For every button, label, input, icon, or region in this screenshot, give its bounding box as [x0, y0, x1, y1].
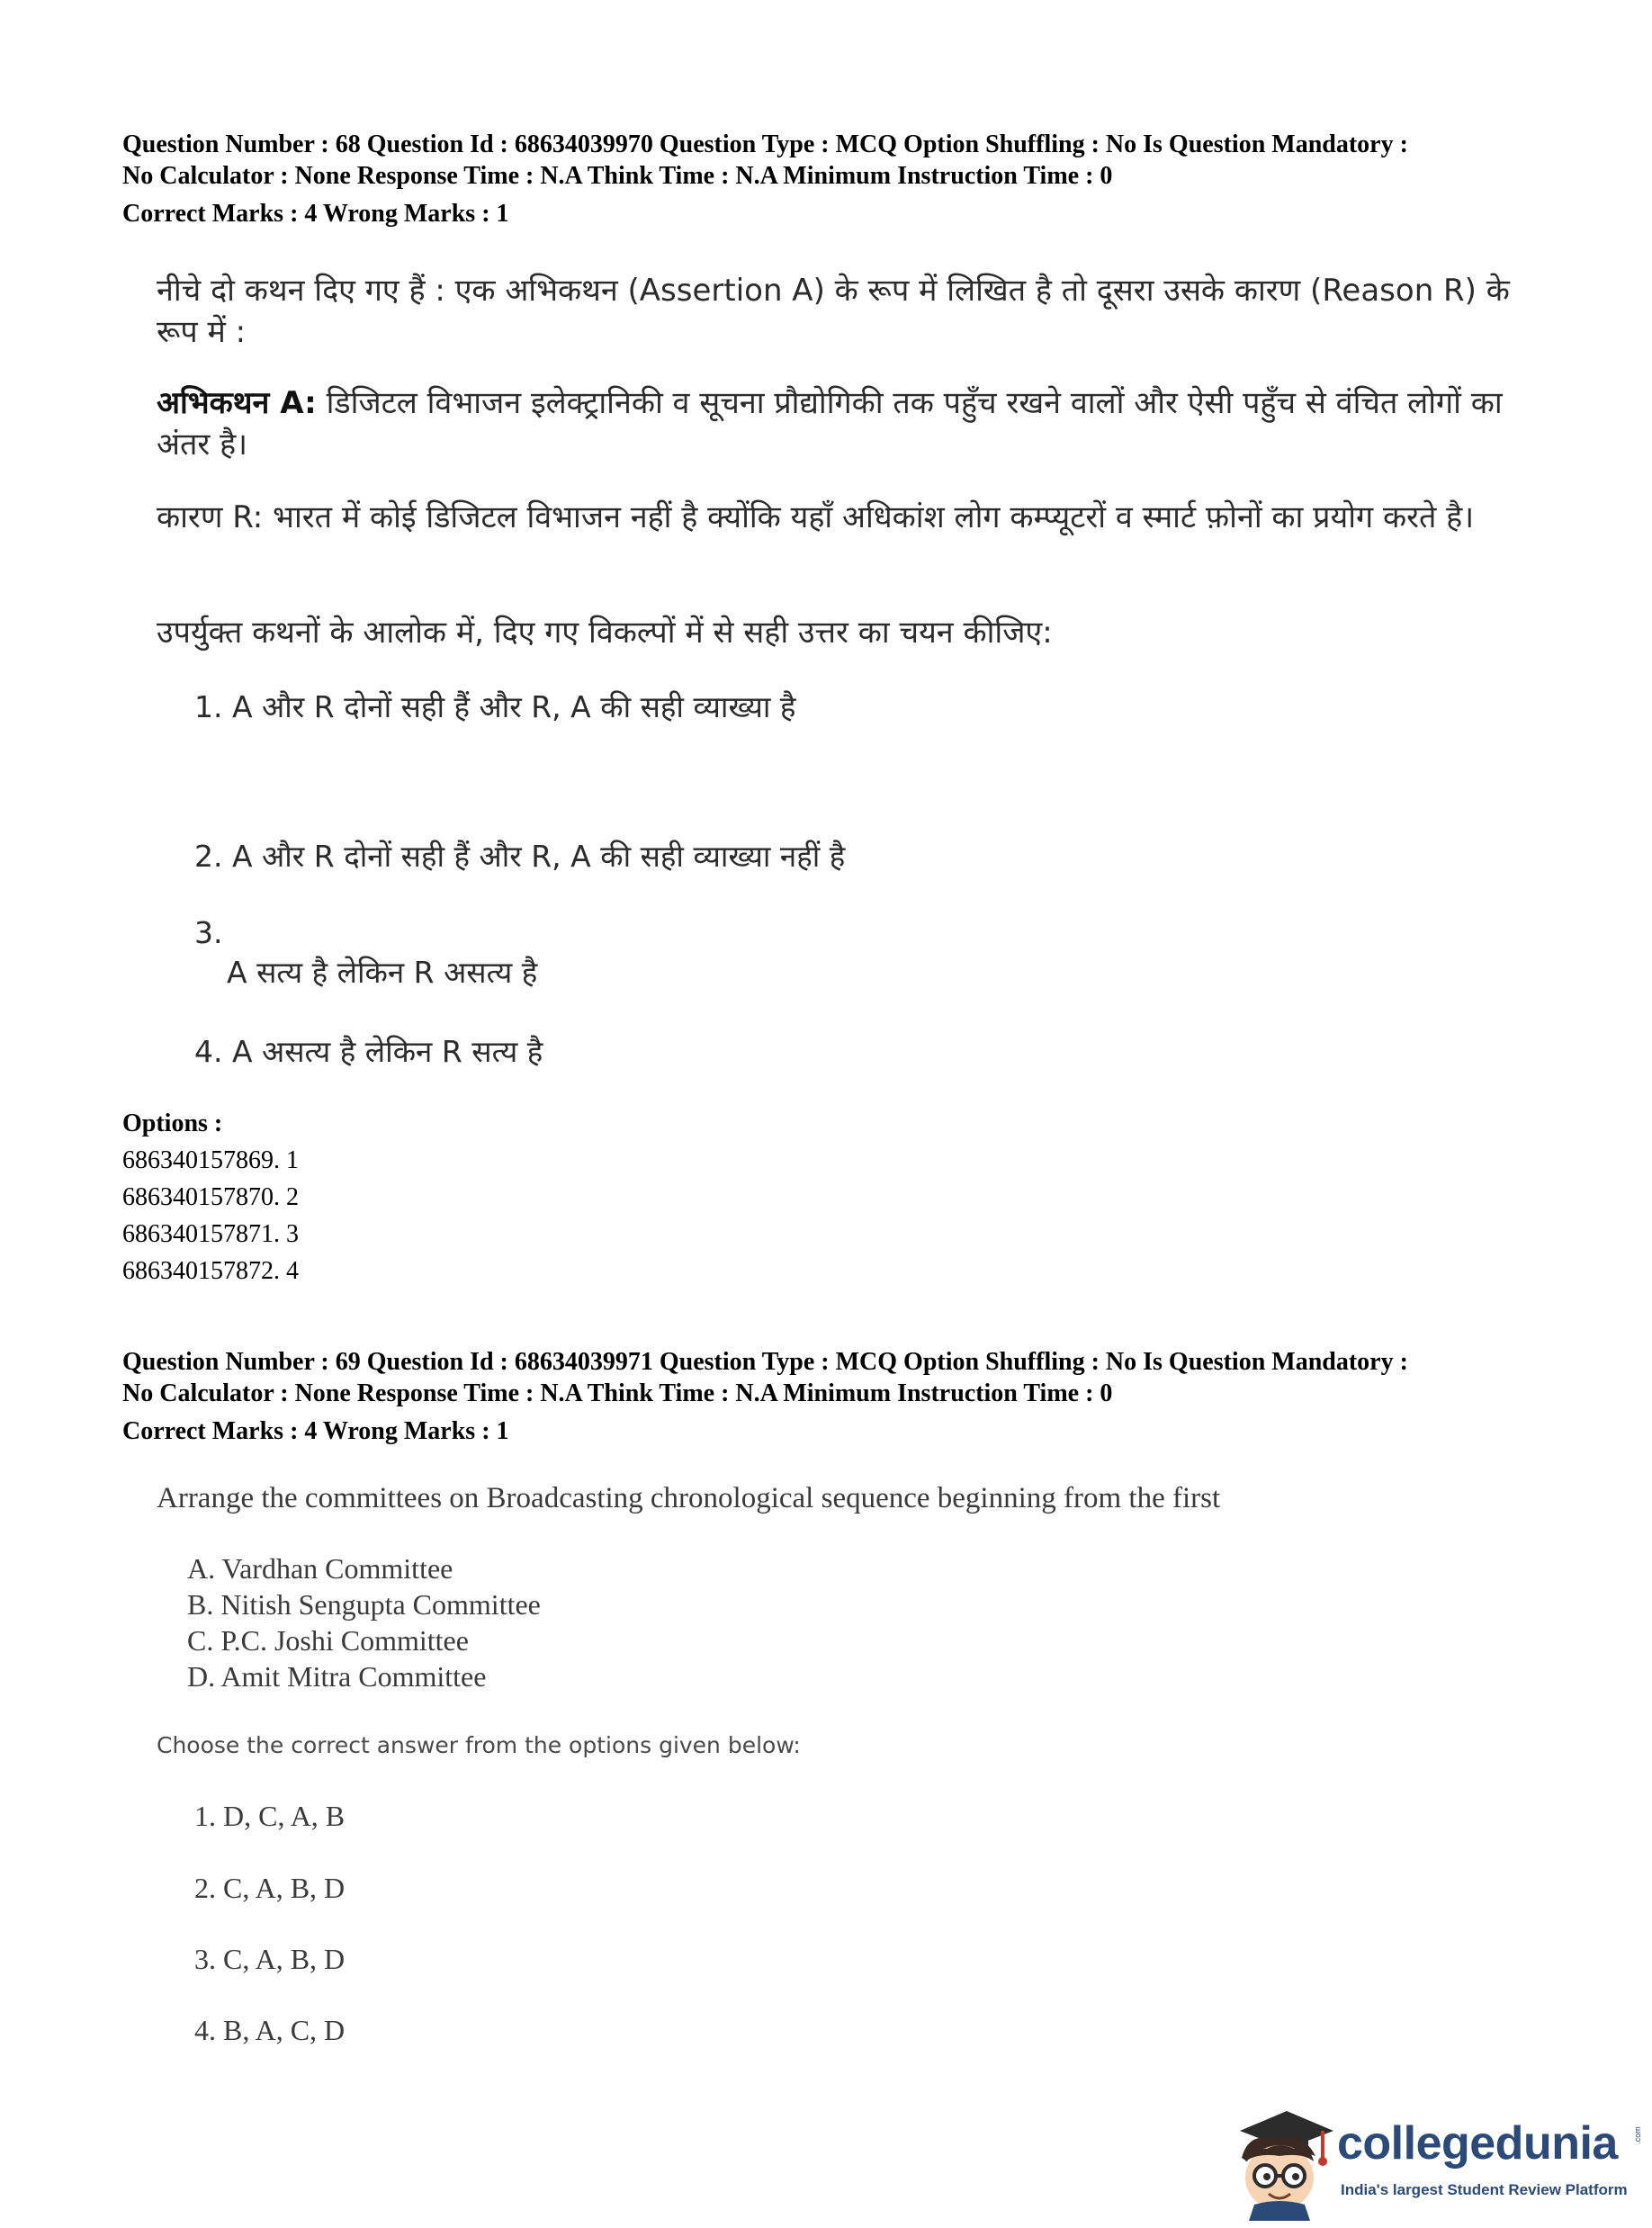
- q68-reason: कारण R: भारत में कोई डिजिटल विभाजन नहीं है क्योंकि यहाँ अधिकांश लोग कम्प्यूटरों व स्मार्ट फ़ोनों का प्रयोग करते है।: [157, 499, 1475, 535]
- option-id-2: 686340157870. 2: [122, 1183, 299, 1211]
- q68-option-4: 4. A असत्य है लेकिन R सत्य है: [194, 1034, 543, 1069]
- logo-tagline: India's largest Student Review Platform: [1341, 2181, 1628, 2198]
- q69-meta-line-1: Question Number : 69 Question Id : 68634039971 Question Type : MCQ Option Shuffling : No Is Question Mandatory :: [122, 1348, 1408, 1376]
- q69-items-list: [187, 1550, 541, 1694]
- q68-marks-line: Correct Marks : 4 Wrong Marks : 1: [122, 200, 509, 228]
- q69-item-b: B. Nitish Sengupta Committee: [187, 1588, 541, 1621]
- q69-answer-3: 3. C, A, B, D: [194, 1943, 346, 1975]
- q68-options-list: [122, 1105, 299, 1289]
- q69-choose-instruction: Choose the correct answer from the options given below:: [157, 1732, 801, 1758]
- q68-option-2: 2. A और R दोनों सही हैं और R, A की सही व्याख्या नहीं है: [194, 839, 846, 874]
- q68-meta-line-1: Question Number : 68 Question Id : 68634039970 Question Type : MCQ Option Shuffling : No Is Question Mandatory :: [122, 130, 1408, 158]
- logo-domain-suffix: .com: [1632, 2126, 1642, 2144]
- collegedunia-logo: [1222, 2104, 1645, 2221]
- option-id-3: 686340157871. 3: [122, 1220, 299, 1248]
- q69-answer-4: 4. B, A, C, D: [194, 2014, 346, 2046]
- q68-intro: नीचे दो कथन दिए गए हैं : एक अभिकथन (Assertion A) के रूप में लिखित है तो दूसरा उसके कारण (Reason R) के रूप में :: [157, 273, 1510, 350]
- options-heading: Options :: [122, 1110, 223, 1137]
- q68-option-1: 1. A और R दोनों सही हैं और R, A की सही व्याख्या है: [194, 689, 796, 724]
- q69-item-d: D. Amit Mitra Committee: [187, 1660, 487, 1693]
- option-id-1: 686340157869. 1: [122, 1146, 299, 1174]
- logo-wordmark: collegedunia: [1337, 2117, 1618, 2170]
- q68-option-3: [194, 913, 537, 993]
- q69-meta-line-2: No Calculator : None Response Time : N.A Think Time : N.A Minimum Instruction Time : 0: [122, 1379, 1113, 1407]
- q68-meta-line-2: No Calculator : None Response Time : N.A Think Time : N.A Minimum Instruction Time : 0: [122, 162, 1113, 190]
- q69-item-a: A. Vardhan Committee: [187, 1552, 453, 1585]
- q69-answer-1: 1. D, C, A, B: [194, 1800, 346, 1832]
- q69-stem: Arrange the committees on Broadcasting chronological sequence beginning from the first: [157, 1482, 1221, 1514]
- q69-item-c: C. P.C. Joshi Committee: [187, 1624, 469, 1657]
- q68-option-3-text: A सत्य है लेकिन R असत्य है: [227, 955, 538, 990]
- mascot-icon: [1222, 2104, 1339, 2221]
- q69-marks-line: Correct Marks : 4 Wrong Marks : 1: [122, 1417, 509, 1445]
- q68-assertion: [157, 382, 1560, 465]
- q68-option-3-number: 3.: [194, 915, 223, 950]
- q69-answer-2: 2. C, A, B, D: [194, 1872, 346, 1904]
- option-id-4: 686340157872. 4: [122, 1257, 299, 1285]
- assertion-label: अभिकथन A:: [157, 385, 317, 421]
- assertion-text: डिजिटल विभाजन इलेक्ट्रानिकी व सूचना प्रौद्योगिकी तक पहुँच रखने वालों और ऐसी पहुँच से वंचित लोगों का अंतर है।: [157, 385, 1503, 463]
- q68-instruction: उपर्युक्त कथनों के आलोक में, दिए गए विकल्पों में से सही उत्तर का चयन कीजिए:: [157, 615, 1053, 651]
